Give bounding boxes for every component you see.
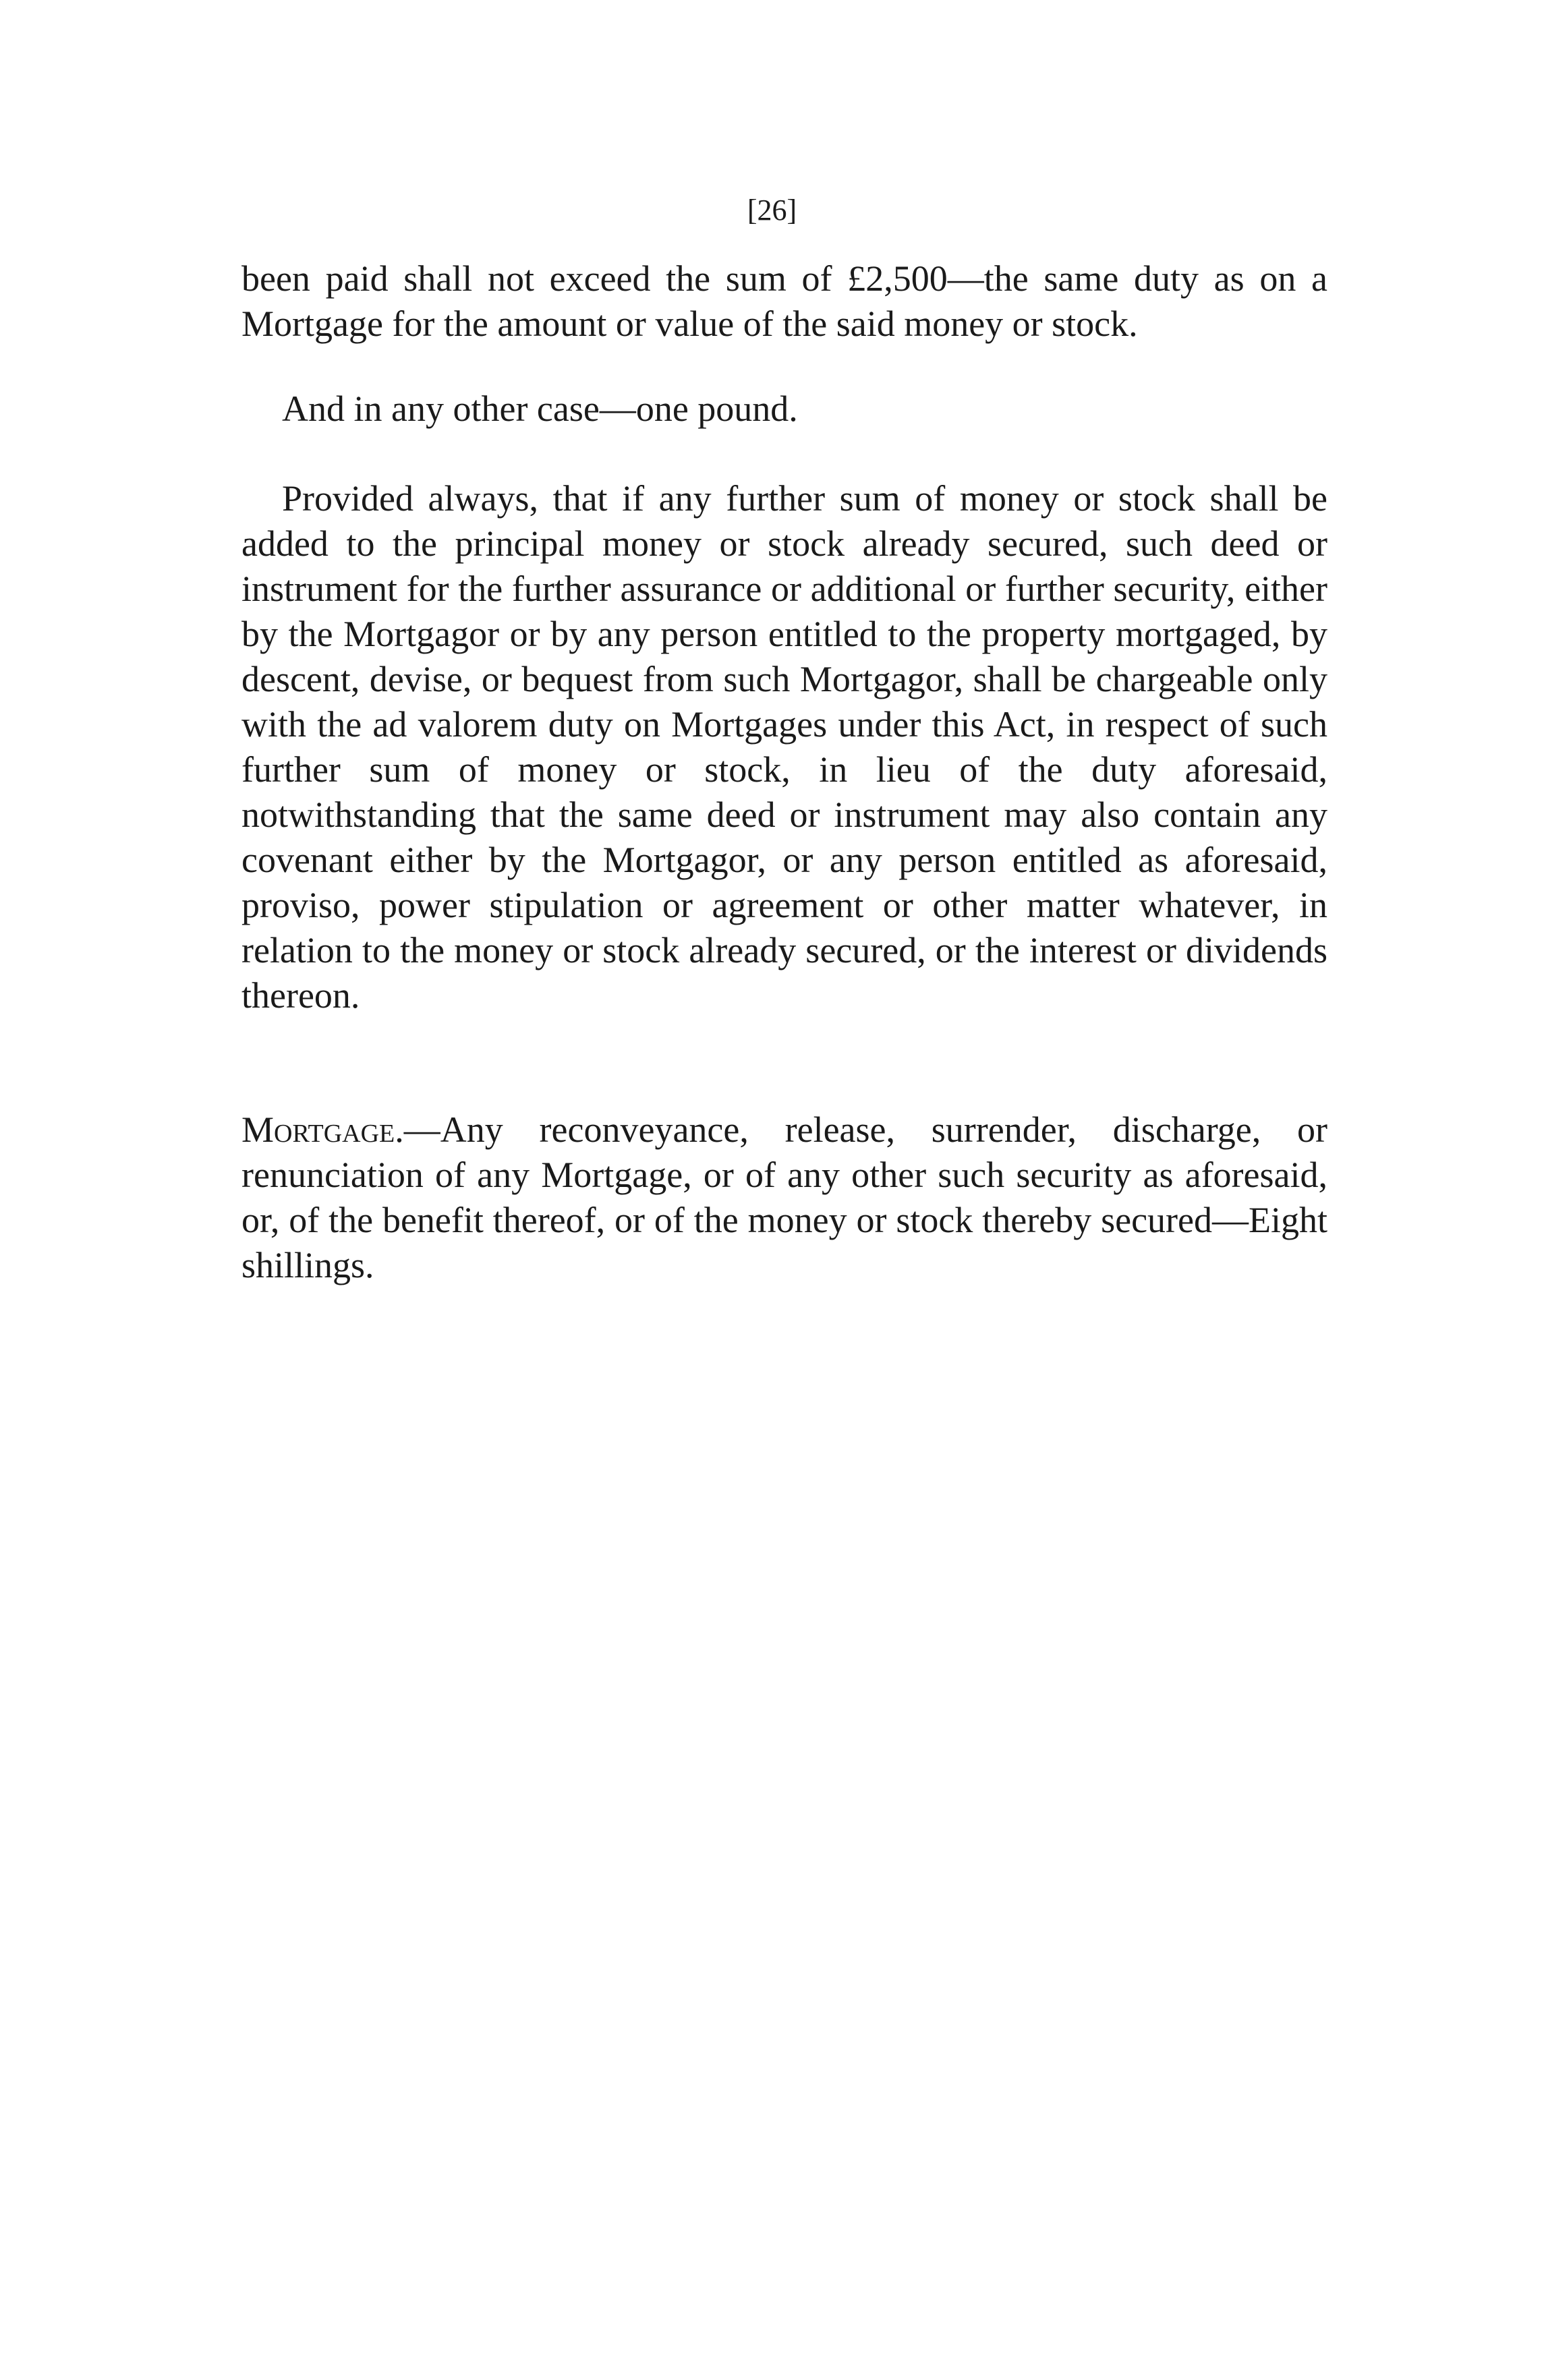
proviso-text: Provided always, that if any further sum of money or stock shall be added to the principal money or stock already secured, such deed or instrument for the further assurance or additional or further security, either by the Mortgagor or by any person entitled to the property mortgaged, by descent, devise, or bequest from such Mortgagor, shall be chargeable only with the ad valorem duty on Mortgages under this Act, in respect of such further sum of money or stock, in lieu of the duty aforesaid, notwithstanding that the same deed or instrument may also contain any covenant either by the Mortgagor, or any person entitled as aforesaid, proviso, power stipulation or agreement or other matter whatever, in relation to the money or stock already secured, or the interest or dividends thereon. <box>241 478 1327 1016</box>
continuation-paragraph <box>241 256 1327 347</box>
reconveyance-body: —Any reconveyance, release, surrender, discharge, or renunciation of any Mortgage, or of any other such security as aforesaid, or, of the benefit thereof, or of the money or stock thereby secured—Eight shillings. <box>241 1109 1327 1285</box>
other-case-paragraph <box>241 386 1327 432</box>
page-number: [26] <box>747 194 797 227</box>
proviso-paragraph <box>241 476 1327 1018</box>
other-case-text: And in any other case—one pound. <box>282 388 798 429</box>
continuation-text: been paid shall not exceed the sum of £2,500—the same duty as on a Mortgage for the amount or value of the said money or stock. <box>241 258 1327 344</box>
reconveyance-heading: Mortgage. <box>241 1109 404 1150</box>
reconveyance-paragraph <box>241 1107 1327 1288</box>
reconveyance-text <box>241 1107 1327 1288</box>
